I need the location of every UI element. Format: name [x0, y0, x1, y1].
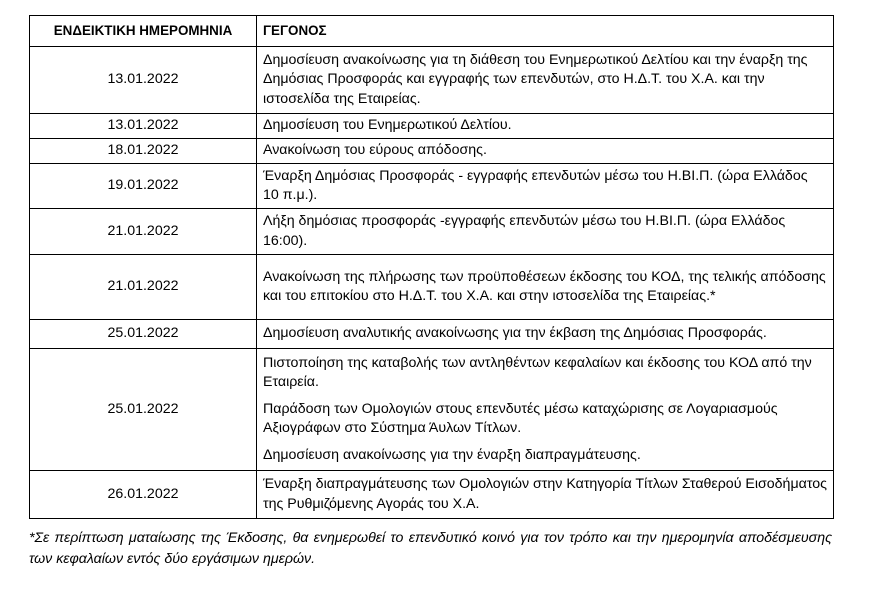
event-text: Ανακοίνωση της πλήρωσης των προϋποθέσεων έκδοσης του ΚΟΔ, της τελικής απόδοσης και του επιτοκίου στο Η.Δ.Τ. του Χ.Α. και στην ιστοσελίδα της Εταιρείας.*	[263, 268, 826, 304]
date-cell: 19.01.2022	[30, 164, 257, 209]
date-cell: 13.01.2022	[30, 47, 257, 114]
date-column-header: ΕΝΔΕΙΚΤΙΚΗ ΗΜΕΡΟΜΗΝΙΑ	[30, 16, 257, 47]
table-row	[30, 209, 834, 255]
footnote: *Σε περίπτωση ματαίωσης της Έκδοσης, θα ενημερωθεί το επενδυτικό κοινό για τον τρόπο και την ημερομηνία αποδέσμευσης των κεφαλαίων εντός δύο εργάσιμων ημερών.	[29, 530, 832, 567]
event-text: Έναρξη Δημόσιας Προσφοράς - εγγραφής επενδυτών μέσω του Η.ΒΙ.Π. (ώρα Ελλάδος 10 π.μ.).	[263, 167, 808, 203]
table-row	[30, 164, 834, 209]
event-text: Πιστοποίηση της καταβολής των αντληθέντων κεφαλαίων και έκδοσης του ΚΟΔ από την Εταιρεία.	[263, 354, 812, 391]
date-cell: 21.01.2022	[30, 255, 257, 320]
table-row	[30, 139, 834, 164]
table-row	[30, 349, 834, 471]
event-text: Δημοσίευση ανακοίνωσης για τη διάθεση του Ενημερωτικού Δελτίου και την έναρξη της Δημόσιας Προσφοράς και εγγραφής των επενδυτών, στο Η.Δ.Τ. του Χ.Α. και την ιστοσελίδα της Εταιρείας.	[263, 51, 808, 107]
table-row	[30, 114, 834, 139]
date-cell: 18.01.2022	[30, 139, 257, 164]
event-cell	[257, 139, 834, 164]
event-cell	[257, 255, 834, 320]
table-row	[30, 255, 834, 320]
event-text: Δημοσίευση του Ενημερωτικού Δελτίου.	[263, 117, 512, 134]
date-cell: 26.01.2022	[30, 471, 257, 519]
date-cell: 25.01.2022	[30, 349, 257, 471]
event-text: Δημοσίευση αναλυτικής ανακοίνωσης για την έκβαση της Δημόσιας Προσφοράς.	[263, 325, 767, 342]
table-row	[30, 471, 834, 519]
schedule-table	[29, 15, 834, 519]
table-header-row	[30, 16, 834, 47]
table-row	[30, 320, 834, 349]
event-cell	[257, 114, 834, 139]
event-cell	[257, 349, 834, 471]
date-cell: 25.01.2022	[30, 320, 257, 349]
event-cell	[257, 47, 834, 114]
table-row	[30, 47, 834, 114]
event-text: Έναρξη διαπραγμάτευσης των Ομολογιών στην Κατηγορία Τίτλων Σταθερού Εισοδήματος της Ρυθμιζόμενης Αγοράς του Χ.Α.	[263, 476, 827, 512]
event-cell	[257, 164, 834, 209]
date-cell: 13.01.2022	[30, 114, 257, 139]
event-cell	[257, 471, 834, 519]
event-column-header: ΓΕΓΟΝΟΣ	[257, 16, 834, 47]
event-cell	[257, 209, 834, 255]
event-cell	[257, 320, 834, 349]
event-text: Δημοσίευση ανακοίνωσης για την έναρξη διαπραγμάτευσης.	[263, 446, 641, 463]
date-cell: 21.01.2022	[30, 209, 257, 255]
event-text: Λήξη δημόσιας προσφοράς -εγγραφής επενδυτών μέσω του Η.ΒΙ.Π. (ώρα Ελλάδος 16:00).	[263, 213, 786, 249]
event-text: Παράδοση των Ομολογιών στους επενδυτές μέσω καταχώρισης σε Λογαριασμούς Αξιογράφων στο Σύστημα Άυλων Τίτλων.	[263, 400, 778, 437]
event-text: Ανακοίνωση του εύρους απόδοσης.	[263, 142, 487, 159]
